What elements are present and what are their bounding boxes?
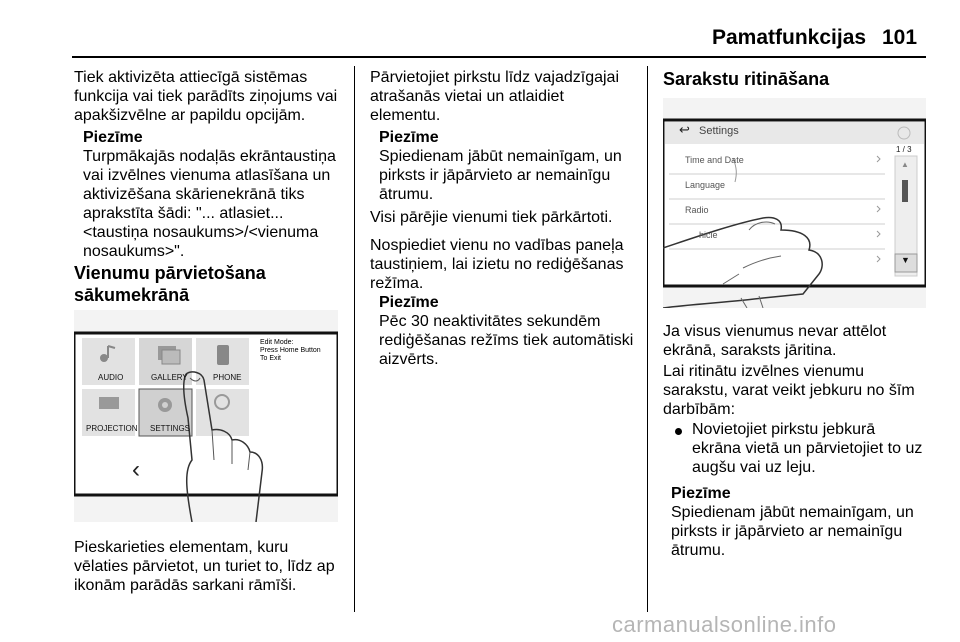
bullet-icon: [675, 428, 682, 435]
text-line: <taustiņa nosaukums>/<vienuma: [83, 224, 319, 241]
running-header-title: Pamatfunkcijas: [712, 26, 867, 49]
home-screen-figure: [74, 310, 338, 522]
list-item-time-and-date: Time and Date: [685, 155, 744, 165]
text-line: pirksts ir jāpārvieto ar nemainīgu: [671, 523, 903, 540]
text-line: ātrumu.: [671, 542, 726, 559]
col2-paragraph-1: [370, 68, 642, 125]
section-heading: [74, 262, 266, 306]
scroll-up-icon: ▲: [901, 160, 909, 169]
chevron-left-icon: ‹: [132, 456, 140, 483]
text-line: Spiedienam jābūt nemainīgam, un: [671, 504, 914, 521]
col1-note: [83, 128, 353, 261]
text-line: nosaukums>".: [83, 243, 185, 260]
text-line: aprakstīta šādi: "... atlasiet...: [83, 205, 284, 222]
page-indicator: 1 / 3: [896, 145, 912, 154]
watermark: carmanualsonline.info: [612, 612, 837, 637]
back-arrow-icon: ↩: [679, 122, 690, 137]
hint-line: Edit Mode:: [260, 339, 294, 346]
text-line: Ja visus vienumus nevar attēlot: [663, 323, 887, 340]
tile-label-audio: AUDIO: [98, 373, 124, 382]
phone-icon: [217, 345, 229, 365]
text-line: Spiedienam jābūt nemainīgam, un: [379, 148, 622, 165]
text-line: ātrumu.: [379, 186, 434, 203]
text-line: Pārvietojiet pirkstu līdz vajadzīgajai: [370, 69, 620, 86]
col3-bullet: [692, 420, 926, 477]
note-title: Piezīme: [671, 485, 731, 502]
note-title: Piezīme: [83, 129, 143, 146]
text-line: darbībām:: [663, 401, 736, 418]
tile-label-projection: PROJECTION: [86, 424, 138, 433]
hint-line: Press Home Button: [260, 347, 321, 354]
text-line: taustiņiem, lai izietu no rediģēšanas: [370, 256, 624, 273]
col2-paragraph-3: [370, 236, 642, 293]
text-line: elementu.: [370, 107, 441, 124]
edit-mode-hint: [260, 339, 321, 363]
projection-icon: [99, 397, 119, 409]
settings-screen-figure: [663, 98, 926, 308]
text-line: Nospiediet vienu no vadības paneļa: [370, 237, 624, 254]
text-line: Tiek aktivizēta attiecīgā sistēmas: [74, 69, 308, 86]
text-line: funkcija vai tiek parādīts ziņojums vai: [74, 88, 338, 105]
text-line: ikonām parādās sarkani rāmīši.: [74, 577, 297, 594]
settings-gear-icon: [158, 398, 172, 412]
text-line: Lai ritinātu izvēlnes vienumu: [663, 363, 864, 380]
text-line: pirksts ir jāpārvieto ar nemainīgu: [379, 167, 611, 184]
col2-note-2: [379, 293, 645, 369]
col3-paragraph-2: [663, 362, 925, 419]
col3-note: [671, 484, 927, 560]
col2-note-1: [379, 128, 645, 204]
col3-paragraph-1: [663, 322, 925, 360]
text-line: Novietojiet pirkstu jebkurā: [692, 421, 876, 438]
column-divider-1: [354, 66, 355, 612]
text-line: vai izvēlnes vienuma atlasīšana un: [83, 167, 331, 184]
heading-line: Vienumu pārvietošana: [74, 263, 266, 283]
text-line: aizvērts.: [379, 351, 439, 368]
tile-label-gallery: GALLERY: [151, 373, 188, 382]
text-line: atrašanās vietai un atlaidiet: [370, 88, 564, 105]
scroll-down-icon: ▼: [901, 255, 910, 265]
text-line: aktivizēšana skārienekrānā tiks: [83, 186, 305, 203]
text-line: režīma.: [370, 275, 424, 292]
text-line: augšu vai uz leju.: [692, 459, 816, 476]
text-line: Pēc 30 neaktivitātes sekundēm: [379, 313, 601, 330]
list-item-language: Language: [685, 180, 726, 190]
note-title: Piezīme: [379, 129, 439, 146]
page-number: 101: [882, 26, 918, 49]
text-line: Pieskarieties elementam, kuru: [74, 539, 289, 556]
text-line: ekrānā, saraksts jāritina.: [663, 342, 837, 359]
text-line: Visi pārējie vienumi tiek pārkārtoti.: [370, 209, 613, 226]
hint-line: To Exit: [260, 355, 282, 362]
note-title: Piezīme: [379, 294, 439, 311]
col1-paragraph: [74, 68, 350, 125]
section-heading: Sarakstu ritināšana: [663, 69, 830, 89]
settings-title: Settings: [699, 125, 739, 137]
tile-label-settings: SETTINGS: [150, 424, 191, 433]
tile-label-phone: PHONE: [213, 373, 242, 382]
list-item-radio: Radio: [685, 205, 709, 215]
list-item-vehicle: hicle: [699, 230, 718, 240]
header-rule: [72, 56, 926, 58]
text-line: sarakstu, varat veikt jebkuru no šīm: [663, 382, 915, 399]
text-line: vēlaties pārvietot, un turiet to, līdz ap: [74, 558, 335, 575]
text-line: apakšizvēlne ar papildu opcijām.: [74, 107, 306, 124]
text-line: Turpmākajās nodaļās ekrāntaustiņa: [83, 148, 336, 165]
text-line: ekrāna vietā un pārvietojiet to uz: [692, 440, 923, 457]
col2-paragraph-2: [370, 208, 642, 227]
col1-caption: [74, 538, 350, 595]
text-line: rediģēšanas režīms tiek automātiski: [379, 332, 634, 349]
column-divider-2: [647, 66, 648, 612]
heading-line: sākumekrānā: [74, 285, 190, 305]
